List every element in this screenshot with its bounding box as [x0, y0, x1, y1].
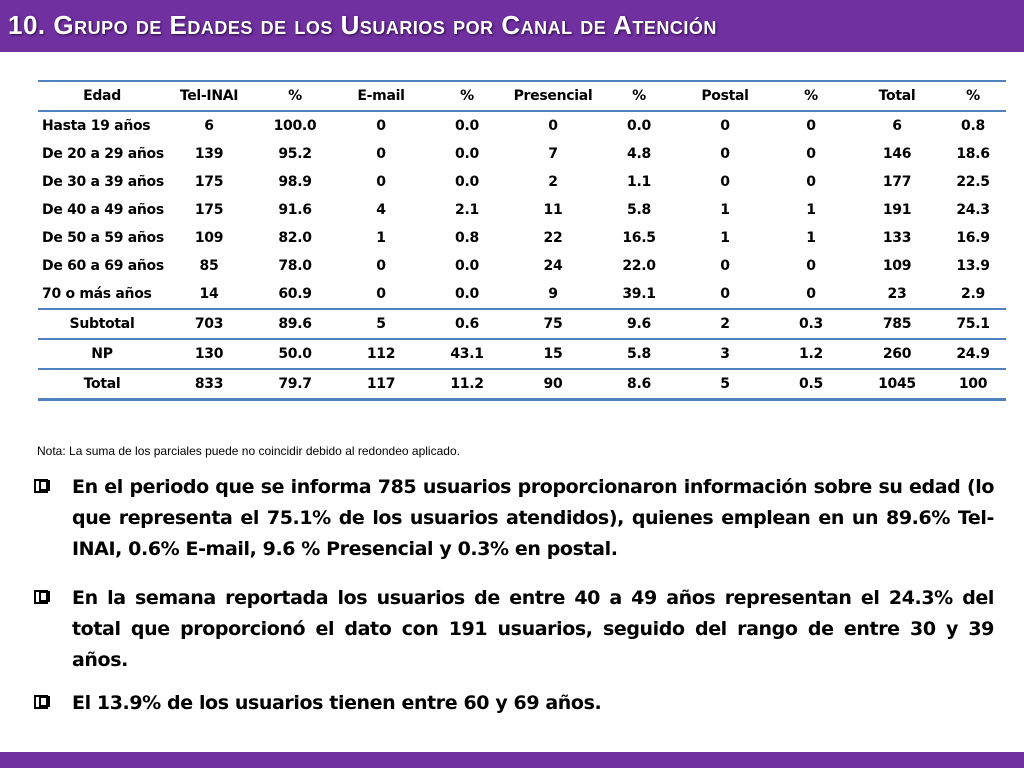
- row-label: De 50 a 59 años: [42, 230, 164, 246]
- table-cell: 91.6: [278, 202, 312, 218]
- table-cell: 6: [204, 118, 214, 134]
- table-cell: 1: [806, 230, 816, 246]
- table-cell: 90: [543, 376, 563, 392]
- table-cell: 100: [958, 376, 988, 392]
- table-cell: 139: [194, 146, 224, 162]
- table-cell: 0.6: [455, 316, 479, 332]
- table-cell: 5: [720, 376, 730, 392]
- column-header: E-mail: [357, 88, 405, 104]
- table-cell: 4: [376, 202, 386, 218]
- table-cell: 11: [543, 202, 563, 218]
- table-cell: 5.8: [627, 202, 651, 218]
- table-cell: 22: [543, 230, 563, 246]
- table-cell: 0.0: [627, 118, 651, 134]
- checkbox-bullet-icon: [34, 590, 48, 604]
- table-cell: 75.1: [956, 316, 990, 332]
- table-cell: 0.0: [455, 286, 479, 302]
- table-cell: 16.5: [622, 230, 656, 246]
- table-cell: 0: [376, 286, 386, 302]
- column-header: %: [288, 88, 302, 104]
- checkbox-bullet-icon: [34, 479, 48, 493]
- table-cell: 24: [543, 258, 563, 274]
- column-header: Total: [878, 88, 916, 104]
- column-header: %: [966, 88, 980, 104]
- table-cell: 11.2: [450, 376, 484, 392]
- table-cell: 0.8: [961, 118, 985, 134]
- table-cell: 785: [882, 316, 912, 332]
- bullet-list: [32, 472, 994, 719]
- table-cell: 0.5: [799, 376, 823, 392]
- table-cell: 0: [376, 146, 386, 162]
- table-cell: 175: [194, 174, 224, 190]
- column-header: Presencial: [513, 88, 593, 104]
- row-label: Total: [83, 376, 121, 392]
- bullet-text: En la semana reportada los usuarios de entre 40 a 49 años representan el 24.3% del total que proporcionó el dato con 191 usuarios, seguido del rango de entre 30 y 39 años.: [72, 587, 994, 671]
- table-cell: 24.3: [956, 202, 990, 218]
- age-channel-table: [38, 80, 1006, 401]
- table-cell: 191: [882, 202, 912, 218]
- table-cell: 95.2: [278, 146, 312, 162]
- table-cell: 9.6: [627, 316, 651, 332]
- column-header: %: [804, 88, 818, 104]
- row-label: De 20 a 29 años: [42, 146, 164, 162]
- table-cell: 0: [720, 286, 730, 302]
- table-row: [38, 140, 1006, 168]
- table-cell: 89.6: [278, 316, 312, 332]
- table-cell: 0.0: [455, 118, 479, 134]
- table-cell: 8.6: [627, 376, 651, 392]
- row-label: De 40 a 49 años: [42, 202, 164, 218]
- table-cell: 2: [548, 174, 558, 190]
- table-cell: 109: [882, 258, 912, 274]
- table-cell: 4.8: [627, 146, 651, 162]
- bullet-text: El 13.9% de los usuarios tienen entre 60 y 69 años.: [72, 692, 602, 714]
- table-cell: 78.0: [278, 258, 312, 274]
- table-cell: 22.5: [956, 174, 990, 190]
- table-cell: 0: [806, 118, 816, 134]
- table-cell: 177: [882, 174, 912, 190]
- table-cell: 0.3: [799, 316, 823, 332]
- table-row: [38, 168, 1006, 196]
- table-cell: 24.9: [956, 346, 990, 362]
- checkbox-bullet-icon: [34, 695, 48, 709]
- column-header: %: [460, 88, 474, 104]
- table-header-row: [38, 81, 1006, 111]
- table-cell: 0.8: [455, 230, 479, 246]
- table-cell: 82.0: [278, 230, 312, 246]
- table-cell: 100.0: [273, 118, 317, 134]
- table-cell: 50.0: [278, 346, 312, 362]
- table-cell: 1: [720, 230, 730, 246]
- table-cell: 43.1: [450, 346, 484, 362]
- table-cell: 15: [543, 346, 563, 362]
- table-cell: 117: [366, 376, 396, 392]
- table-cell: 7: [548, 146, 558, 162]
- table-cell: 1.1: [627, 174, 651, 190]
- row-label: Hasta 19 años: [42, 118, 151, 134]
- table-row: [38, 252, 1006, 280]
- footnote: Nota: La suma de los parciales puede no coincidir debido al redondeo aplicado.: [37, 444, 460, 458]
- table-cell: 0: [720, 146, 730, 162]
- table-cell: 0: [806, 258, 816, 274]
- table-cell: 18.6: [956, 146, 990, 162]
- table-row: [38, 111, 1006, 140]
- table-cell: 85: [199, 258, 219, 274]
- table-cell: 1: [376, 230, 386, 246]
- table-cell: 23: [887, 286, 907, 302]
- table-cell: 112: [366, 346, 396, 362]
- row-label: Subtotal: [69, 316, 135, 332]
- total-row: [38, 369, 1006, 400]
- table-cell: 1: [720, 202, 730, 218]
- table-cell: 60.9: [278, 286, 312, 302]
- table-cell: 9: [548, 286, 558, 302]
- table-cell: 0: [720, 258, 730, 274]
- table-row: [38, 224, 1006, 252]
- page-title: 10. Grupo de Edades de los Usuarios por Canal de Atención: [8, 10, 717, 40]
- table-cell: 13.9: [956, 258, 990, 274]
- table-cell: 0: [376, 174, 386, 190]
- column-header: Postal: [701, 88, 749, 104]
- table-cell: 2.9: [961, 286, 985, 302]
- np-row: [38, 339, 1006, 369]
- row-label: 70 o más años: [42, 286, 152, 302]
- table-cell: 0: [806, 286, 816, 302]
- row-label: De 30 a 39 años: [42, 174, 164, 190]
- table-cell: 6: [892, 118, 902, 134]
- table-cell: 0: [376, 258, 386, 274]
- table-cell: 175: [194, 202, 224, 218]
- table-row: [38, 196, 1006, 224]
- table-cell: 1.2: [799, 346, 823, 362]
- table-cell: 3: [720, 346, 730, 362]
- table-cell: 133: [882, 230, 912, 246]
- bullet-item: [32, 583, 994, 676]
- table-cell: 79.7: [278, 376, 312, 392]
- column-header: %: [632, 88, 646, 104]
- title-bar: [0, 0, 1024, 52]
- subtotal-row: [38, 309, 1006, 339]
- bullet-item: [32, 472, 994, 565]
- table-cell: 0: [720, 118, 730, 134]
- table-cell: 2: [720, 316, 730, 332]
- table-cell: 0: [376, 118, 386, 134]
- row-label: De 60 a 69 años: [42, 258, 164, 274]
- table-cell: 833: [194, 376, 224, 392]
- table-cell: 0: [720, 174, 730, 190]
- table-cell: 703: [194, 316, 224, 332]
- table-cell: 75: [543, 316, 563, 332]
- table-cell: 146: [882, 146, 912, 162]
- table-cell: 98.9: [278, 174, 312, 190]
- bullet-text: En el periodo que se informa 785 usuarios proporcionaron información sobre su edad (lo que representa el 75.1% de los usuarios atendidos), quienes emplean en un 89.6% Tel-INAI, 0.6% E-mail, 9.6 % Presencial y 0.3% en postal.: [72, 476, 994, 560]
- table-cell: 0.0: [455, 258, 479, 274]
- table-cell: 0.0: [455, 174, 479, 190]
- row-label: NP: [91, 346, 113, 362]
- table-cell: 1045: [878, 376, 916, 392]
- table-body: [38, 111, 1006, 400]
- table-cell: 1: [806, 202, 816, 218]
- table-cell: 109: [194, 230, 224, 246]
- footer-bar: [0, 752, 1024, 768]
- table-row: [38, 280, 1006, 309]
- table-cell: 39.1: [622, 286, 656, 302]
- table-cell: 130: [194, 346, 224, 362]
- column-header: Tel-INAI: [179, 88, 239, 104]
- table-cell: 0.0: [455, 146, 479, 162]
- table-cell: 5: [376, 316, 386, 332]
- column-header: Edad: [83, 88, 121, 104]
- table-cell: 260: [882, 346, 912, 362]
- table-cell: 14: [199, 286, 219, 302]
- table-cell: 16.9: [956, 230, 990, 246]
- table-cell: 0: [548, 118, 558, 134]
- table-cell: 2.1: [455, 202, 479, 218]
- bullet-item: [32, 688, 994, 719]
- table-cell: 0: [806, 174, 816, 190]
- table-cell: 0: [806, 146, 816, 162]
- table-cell: 5.8: [627, 346, 651, 362]
- table-cell: 22.0: [622, 258, 656, 274]
